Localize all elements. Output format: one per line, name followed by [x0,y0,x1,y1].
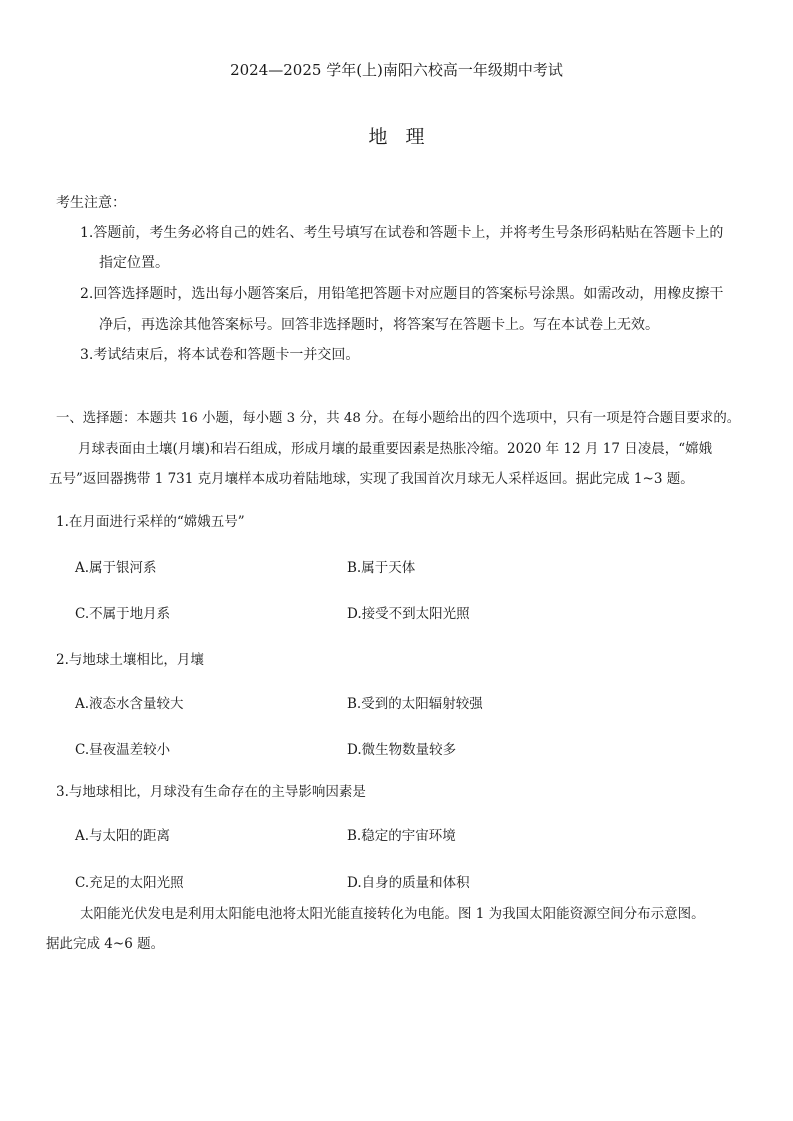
question-2-option-c: C.昼夜温差较小 [75,742,171,758]
notice-heading: 考生注意： [56,195,126,211]
passage-2-line1: 太阳能光伏发电是利用太阳能电池将太阳光能直接转化为电能。图 1 为我国太阳能资源空间分布示意图。 [80,906,705,922]
question-2-option-d: D.微生物数量较多 [347,742,457,758]
question-3-stem: 3.与地球相比，月球没有生命存在的主导影响因素是 [56,784,366,800]
notice-item-1-line2: 指定位置。 [99,255,169,271]
question-2-option-a: A.液态水含量较大 [75,696,184,712]
question-3-option-d: D.自身的质量和体积 [347,875,470,891]
question-3-option-a: A.与太阳的距离 [75,828,171,844]
notice-item-1-line1: 1.答题前，考生务必将自己的姓名、考生号填写在试卷和答题卡上，并将考生号条形码粘贴在答题卡上的 [80,225,724,241]
passage-1-line1: 月球表面由土壤(月壤)和岩石组成，形成月壤的最重要因素是热胀冷缩。2020 年 12 月 17 日凌晨，“嫦娥 [78,441,713,457]
question-1-option-d: D.接受不到太阳光照 [347,606,470,622]
passage-2-line2: 据此完成 4~6 题。 [46,936,165,952]
question-3-option-c: C.充足的太阳光照 [75,875,184,891]
section-heading: 一、选择题：本题共 16 小题，每小题 3 分，共 48 分。在每小题给出的四个选项中，只有一项是符合题目要求的。 [56,411,741,426]
notice-item-2-line1: 2.回答选择题时，选出每小题答案后，用铅笔把答题卡对应题目的答案标号涂黑。如需改动，用橡皮擦干 [80,286,724,302]
subject-title: 地理 [368,126,443,148]
notice-item-2-line2: 净后，再选涂其他答案标号。回答非选择题时，将答案写在答题卡上。写在本试卷上无效。 [99,317,659,333]
question-3-option-b: B.稳定的宇宙环境 [347,828,456,844]
question-2-option-b: B.受到的太阳辐射较强 [347,696,483,712]
question-1-stem: 1.在月面进行采样的“嫦娥五号” [56,514,245,530]
question-1-option-b: B.属于天体 [347,560,416,576]
exam-title: 2024—2025 学年(上)南阳六校高一年级期中考试 [230,61,563,79]
question-1-option-c: C.不属于地月系 [75,606,171,622]
passage-1-line2: 五号”返回器携带 1 731 克月壤样本成功着陆地球，实现了我国首次月球无人采样返回。据此完成 1~3 题。 [49,471,694,487]
notice-item-3: 3.考试结束后，将本试卷和答题卡一并交回。 [80,347,360,363]
question-2-stem: 2.与地球土壤相比，月壤 [56,652,204,668]
question-1-option-a: A.属于银河系 [75,560,157,576]
